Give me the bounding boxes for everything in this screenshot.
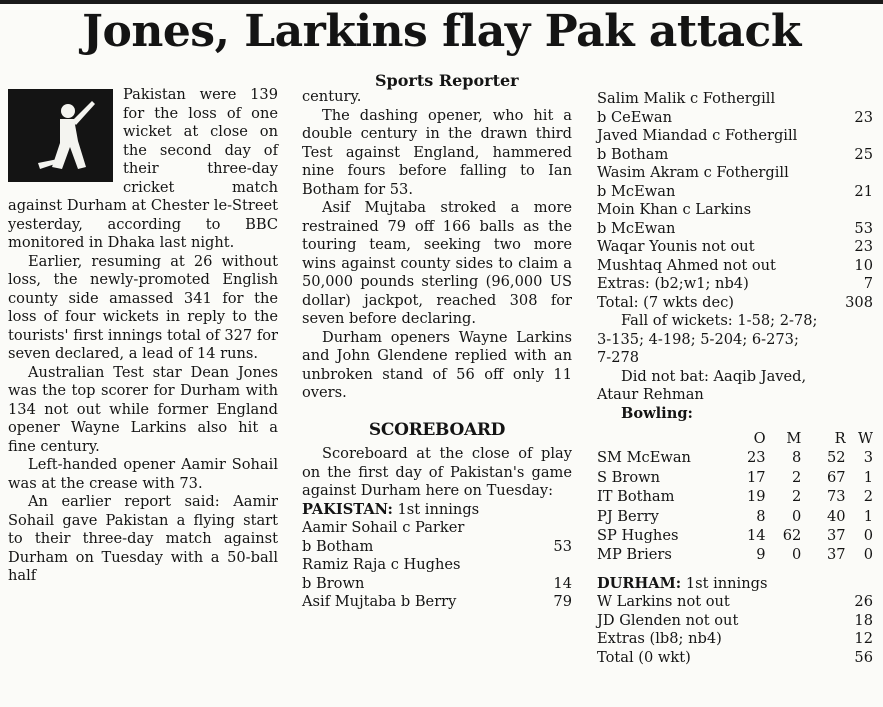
runs-conceded: 73 (827, 488, 846, 506)
table-row (597, 545, 873, 564)
top-rule (0, 0, 883, 4)
dismissal-bowler: b Botham (597, 145, 669, 163)
runs-conceded: 40 (827, 507, 846, 525)
bowler-name: MP Briers (597, 546, 672, 564)
article-paragraph: Earlier, resuming at 26 without loss, the newly-promoted English county side amassed 341 for the loss of four wickets in reply to the tourists' first innings total of 327 for seven declared, a lead of 14 runs. (8, 252, 278, 362)
batsman-row (597, 146, 873, 165)
runs: 53 (553, 537, 572, 555)
maidens: 2 (792, 468, 802, 486)
byline: Sports Reporter (375, 71, 519, 90)
overs: 8 (756, 507, 766, 525)
column-header: M (786, 430, 802, 447)
runs: 18 (854, 611, 873, 629)
table-row (597, 468, 873, 487)
dismissal-bowler: b Botham (302, 537, 374, 555)
bowler-name: SM McEwan (597, 449, 691, 467)
table-row (597, 448, 873, 467)
overs: 23 (746, 449, 766, 467)
scoreboard-column (597, 90, 873, 667)
bowler-name: SP Hughes (597, 527, 679, 545)
batsman-dismissal: Aamir Sohail c Parker (302, 519, 465, 536)
batsman-dismissal: Wasim Akram c Fothergill (597, 164, 789, 181)
runs: 26 (854, 593, 873, 611)
overs: 17 (746, 468, 766, 486)
wickets: 0 (863, 546, 873, 564)
fall-of-wickets: 3-135; 4-198; 5-204; 6-273; (597, 330, 799, 348)
runs: 14 (553, 574, 572, 592)
cricket-batsman-icon (8, 89, 113, 182)
maidens: 8 (792, 449, 802, 467)
article-paragraph: Asif Mujtaba stroked a more restrained 79 off 166 balls as the touring team, seeking two more wins against county sides to claim a 50,000 pounds sterling (96,000 US dollar) jackpot, reached 308 for seven before declaring. (302, 199, 572, 327)
article-column-2 (302, 88, 572, 612)
bowler-name: S Brown (597, 468, 661, 486)
runs-conceded: 37 (827, 546, 846, 564)
runs: 23 (854, 108, 873, 126)
fall-of-wickets: 7-278 (597, 349, 640, 366)
innings-label: 1st innings (397, 500, 480, 518)
batsman-row (597, 593, 873, 612)
batsman-row (597, 109, 873, 128)
extras-row (597, 630, 873, 649)
runs-conceded: 67 (827, 468, 846, 486)
batsman-row (302, 538, 572, 557)
batsman-dismissal: Salim Malik c Fothergill (597, 90, 776, 107)
batsman-name: JD Glenden not out (597, 611, 739, 629)
bowler-name: IT Botham (597, 488, 675, 506)
wickets: 0 (863, 527, 873, 545)
column-header: O (753, 430, 766, 447)
did-not-bat: Ataur Rehman (597, 386, 704, 403)
overs: 14 (746, 527, 766, 545)
table-row (597, 507, 873, 526)
maidens: 0 (792, 507, 802, 525)
total-row (597, 649, 873, 668)
batsman-dismissal: Moin Khan c Larkins (597, 201, 752, 218)
wickets: 2 (863, 488, 873, 506)
scoreboard-heading: SCOREBOARD (368, 419, 506, 440)
batsman-name: Mushtaq Ahmed not out (597, 256, 776, 274)
table-row (597, 526, 873, 545)
batsman-row (597, 183, 873, 202)
column-header: W (858, 430, 873, 447)
bowling-table (597, 429, 873, 565)
runs: 21 (854, 182, 873, 200)
batsman-dismissal: Ramiz Raja c Hughes (302, 556, 461, 573)
bowling-header-row (597, 429, 873, 448)
durham-innings-heading (597, 575, 873, 594)
batsman-name: W Larkins not out (597, 593, 730, 611)
batsman-row (302, 575, 572, 594)
total-label: Total: (7 wkts dec) (597, 293, 734, 311)
runs-conceded: 37 (827, 527, 846, 545)
dismissal-bowler: b McEwan (597, 219, 676, 237)
total-runs: 308 (845, 293, 873, 311)
runs: 53 (854, 219, 873, 237)
batsman-row (597, 238, 873, 257)
batsman-dismissal: Javed Miandad c Fothergill (597, 127, 798, 144)
extras-runs: 7 (863, 275, 873, 292)
extras-row (597, 275, 873, 294)
bowler-name: PJ Berry (597, 507, 659, 525)
batsman-row (302, 593, 572, 612)
wickets: 3 (863, 449, 873, 467)
headline: Jones, Larkins flay Pak attack (82, 6, 801, 57)
overs: 9 (756, 546, 766, 564)
overs: 19 (746, 488, 766, 506)
article-paragraph: Scoreboard at the close of play on the first day of Pakistan's game against Durham here on Tuesday: (302, 445, 572, 499)
maidens: 2 (792, 488, 802, 506)
wickets: 1 (863, 507, 873, 525)
dismissal-bowler: b McEwan (597, 182, 676, 200)
article-paragraph: The dashing opener, who hit a double century in the drawn third Test against England, hammered nine fours before falling to Ian Botham for 53. (302, 106, 572, 198)
batsman-name: Waqar Younis not out (597, 238, 755, 255)
batsman-row (597, 220, 873, 239)
did-not-bat: Did not bat: Aaqib Javed, (621, 367, 807, 385)
article-paragraph: An earlier report said: Aamir Sohail gave Pakistan a flying start to their three-day match against Durham on Tuesday with a 50-ball half (8, 493, 278, 584)
innings-label: 1st innings (685, 574, 768, 592)
batsman-dismissal: Asif Mujtaba b Berry (302, 593, 457, 610)
runs: 79 (553, 593, 572, 610)
extras-runs: 12 (854, 630, 873, 648)
team-label: PAKISTAN: (302, 500, 393, 518)
article-column-1 (8, 86, 278, 586)
dismissal-bowler: b Brown (302, 574, 365, 592)
maidens: 62 (782, 527, 802, 545)
fall-of-wickets: Fall of wickets: 1-58; 2-78; (621, 312, 818, 329)
column-header: R (834, 430, 846, 447)
runs: 10 (854, 256, 873, 274)
total-row (597, 294, 873, 313)
batsman-row (597, 612, 873, 631)
maidens: 0 (792, 546, 802, 564)
runs: 23 (854, 238, 873, 255)
team-label: DURHAM: (597, 574, 682, 592)
batsman-row (597, 257, 873, 276)
extras-label: Extras (lb8; nb4) (597, 630, 722, 648)
dismissal-bowler: b CeEwan (597, 108, 673, 126)
runs-conceded: 52 (827, 449, 846, 467)
table-row (597, 487, 873, 506)
article-paragraph: century. (302, 88, 362, 105)
article-paragraph: Australian Test star Dean Jones was the top scorer for Durham with 134 not out while former England opener Wayne Larkins also hit a fine century. (8, 363, 278, 455)
total-runs: 56 (854, 648, 873, 666)
extras-label: Extras: (b2;w1; nb4) (597, 275, 749, 292)
article-paragraph: Durham openers Wayne Larkins and John Glendene replied with an unbroken stand of 56 off only 11 overs. (302, 328, 572, 401)
wickets: 1 (863, 468, 873, 486)
runs: 25 (854, 145, 873, 163)
total-label: Total (0 wkt) (597, 648, 691, 666)
article-lead: Pakistan were 139 for the loss of one wicket at close on the second day of their three-day cricket match against Durham at Chester le-Street yesterday, according to BBC monitored in Dhaka last night. (8, 86, 278, 251)
article-paragraph: Left-handed opener Aamir Sohail was at the crease with 73. (8, 456, 278, 492)
pakistan-innings-heading (302, 501, 572, 520)
bowling-heading: Bowling: (621, 404, 693, 422)
